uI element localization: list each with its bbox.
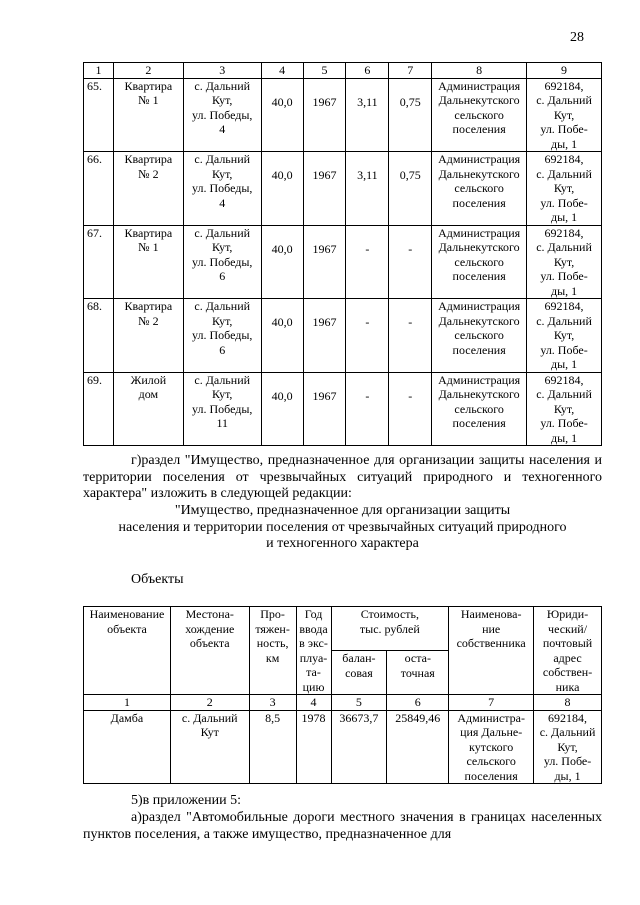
header-balance: балан- совая	[331, 651, 387, 695]
cell-area: 40,0	[261, 152, 303, 226]
cell-year: 1967	[303, 372, 346, 446]
cell-number: 67.	[84, 225, 114, 299]
table-row	[84, 225, 602, 299]
cell-area: 40,0	[261, 372, 303, 446]
paragraph-a: а)раздел "Автомобильные дороги местного значения в границах населенных пунктов поселения, а также имущество, предназначенное для	[83, 810, 602, 842]
cell-area: 40,0	[261, 299, 303, 373]
cell-location: с. Дальний Кут	[170, 710, 249, 784]
header-name: Наименование объекта	[84, 607, 171, 695]
heading-line: и техногенного характера	[266, 536, 419, 551]
cell-residual: -	[389, 299, 432, 373]
col-number: 3	[183, 63, 261, 79]
cell-owner-address: 692184, с. Дальний Кут, ул. Побе- ды, 1	[527, 372, 602, 446]
objects-label: Объекты	[131, 572, 184, 587]
cell-area: 40,0	[261, 78, 303, 152]
table-row	[84, 152, 602, 226]
table-row	[84, 710, 602, 784]
cell-number: 69.	[84, 372, 114, 446]
cell-owner: Администрация Дальнекутского сельского поселения	[432, 372, 527, 446]
header-location: Местона- хождение объекта	[170, 607, 249, 695]
header-residual: оста- точная	[387, 651, 449, 695]
heading-line: "Имущество, предназначенное для организации защиты	[174, 503, 511, 518]
header-owner-address: Юриди- ческий/ почтовый адрес собствен- ника	[534, 607, 602, 695]
column-numbers-row	[84, 63, 602, 79]
cell-name: Квартира № 1	[113, 225, 183, 299]
cell-owner: Администрация Дальнекутского сельского поселения	[432, 152, 527, 226]
col-number: 5	[303, 63, 346, 79]
cell-owner: Администрация Дальнекутского сельского поселения	[432, 78, 527, 152]
cell-owner-address: 692184, с. Дальний Кут, ул. Побе- ды, 1	[534, 710, 602, 784]
cell-year: 1967	[303, 225, 346, 299]
section-heading	[83, 503, 602, 553]
cell-residual: 0,75	[389, 152, 432, 226]
cell-residual: -	[389, 372, 432, 446]
cell-owner: Администрация Дальнекутского сельского поселения	[432, 225, 527, 299]
header-year: Год ввода в экс- плуа- та- цию	[296, 607, 331, 695]
paragraph-5: 5)в приложении 5:	[131, 793, 241, 808]
cell-owner: Администра- ция Дальне- кутского сельского поселения	[449, 710, 534, 784]
cell-name: Квартира № 2	[113, 299, 183, 373]
col-number: 2	[170, 695, 249, 711]
col-number: 8	[534, 695, 602, 711]
table-row	[84, 299, 602, 373]
property-table	[83, 62, 602, 446]
column-numbers-row	[84, 695, 602, 711]
col-number: 6	[387, 695, 449, 711]
cell-length: 8,5	[249, 710, 296, 784]
cell-residual: 25849,46	[387, 710, 449, 784]
cell-address: с. Дальний Кут, ул. Победы, 4	[183, 78, 261, 152]
cell-name: Квартира № 2	[113, 152, 183, 226]
col-number: 7	[389, 63, 432, 79]
table-row	[84, 372, 602, 446]
cell-address: с. Дальний Кут, ул. Победы, 6	[183, 225, 261, 299]
cell-balance: -	[346, 372, 389, 446]
cell-number: 68.	[84, 299, 114, 373]
header-cost: Стоимость, тыс. рублей	[331, 607, 449, 651]
cell-owner-address: 692184, с. Дальний Кут, ул. Побе- ды, 1	[527, 225, 602, 299]
cell-owner-address: 692184, с. Дальний Кут, ул. Побе- ды, 1	[527, 152, 602, 226]
cell-name: Жилой дом	[113, 372, 183, 446]
col-number: 1	[84, 695, 171, 711]
col-number: 3	[249, 695, 296, 711]
objects-table	[83, 606, 602, 784]
col-number: 9	[527, 63, 602, 79]
cell-owner-address: 692184, с. Дальний Кут, ул. Побе- ды, 1	[527, 78, 602, 152]
col-number: 4	[296, 695, 331, 711]
cell-owner: Администрация Дальнекутского сельского поселения	[432, 299, 527, 373]
cell-year: 1967	[303, 299, 346, 373]
cell-owner-address: 692184, с. Дальний Кут, ул. Побе- ды, 1	[527, 299, 602, 373]
cell-area: 40,0	[261, 225, 303, 299]
col-number: 8	[432, 63, 527, 79]
header-length: Про- тяжен- ность, км	[249, 607, 296, 695]
col-number: 5	[331, 695, 387, 711]
col-number: 7	[449, 695, 534, 711]
cell-address: с. Дальний Кут, ул. Победы, 4	[183, 152, 261, 226]
cell-balance: 36673,7	[331, 710, 387, 784]
cell-year: 1967	[303, 152, 346, 226]
col-number: 4	[261, 63, 303, 79]
page-number: 28	[570, 30, 584, 45]
cell-balance: -	[346, 225, 389, 299]
cell-address: с. Дальний Кут, ул. Победы, 6	[183, 299, 261, 373]
cell-balance: 3,11	[346, 78, 389, 152]
col-number: 6	[346, 63, 389, 79]
cell-residual: -	[389, 225, 432, 299]
header-owner: Наименова- ние собственника	[449, 607, 534, 695]
cell-year: 1967	[303, 78, 346, 152]
col-number: 2	[113, 63, 183, 79]
cell-number: 66.	[84, 152, 114, 226]
cell-balance: 3,11	[346, 152, 389, 226]
cell-number: 65.	[84, 78, 114, 152]
cell-year: 1978	[296, 710, 331, 784]
cell-residual: 0,75	[389, 78, 432, 152]
cell-balance: -	[346, 299, 389, 373]
cell-name: Дамба	[84, 710, 171, 784]
heading-line: населения и территории поселения от чрезвычайных ситуаций природного	[118, 519, 567, 535]
table-row	[84, 78, 602, 152]
cell-name: Квартира № 1	[113, 78, 183, 152]
cell-address: с. Дальний Кут, ул. Победы, 11	[183, 372, 261, 446]
paragraph-g: г)раздел "Имущество, предназначенное для организации защиты населения и территории поселения от чрезвычайных ситуаций природного и техногенного характера" изложить в следующей редакции:	[83, 453, 602, 501]
col-number: 1	[84, 63, 114, 79]
